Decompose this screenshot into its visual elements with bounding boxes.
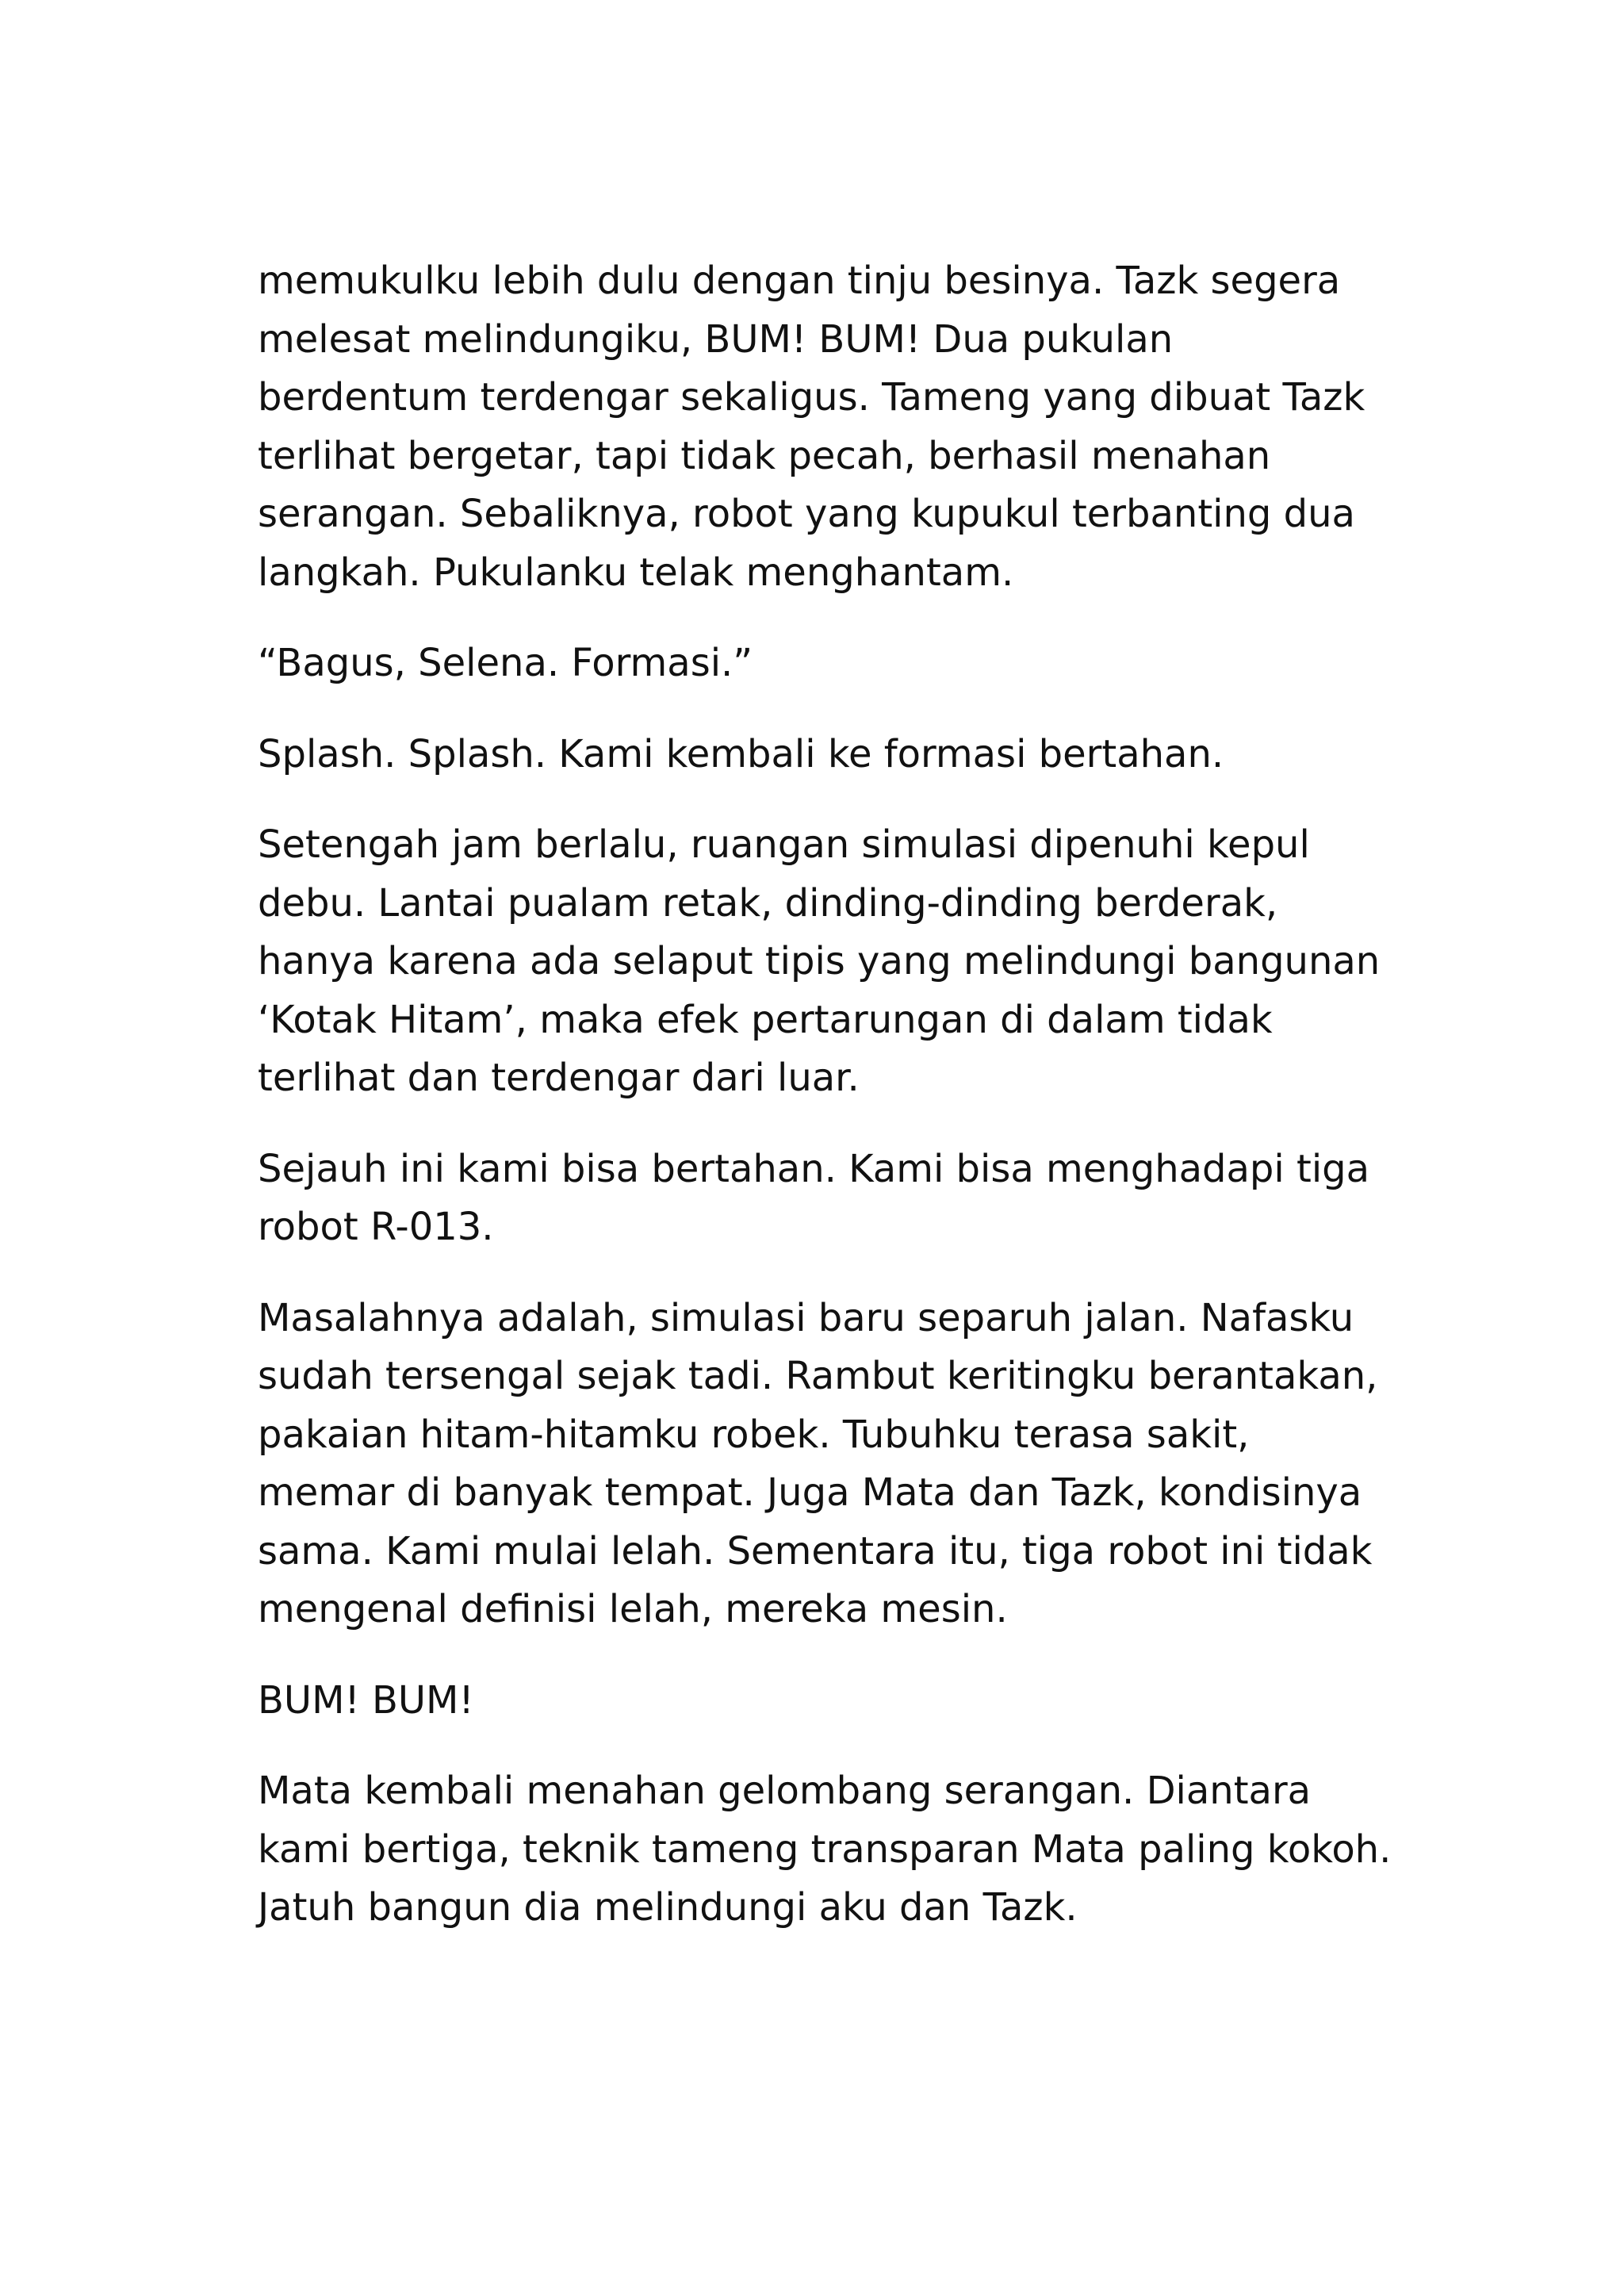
paragraph: Splash. Splash. Kami kembali ke formasi bertahan. <box>258 731 1224 776</box>
paragraph: BUM! BUM! <box>258 1677 474 1723</box>
paragraph: memukulku lebih dulu dengan tinju besinya. Tazk segera melesat melindungiku, BUM! BUM! Dua pukulan berdentum terdengar sekaligus. Tameng yang dibuat Tazk terlihat bergetar, tapi tidak pecah, berhasil menahan serangan. Sebaliknya, robot yang kupukul terbanting dua langkah. Pukulanku telak menghantam. <box>258 259 1365 595</box>
body-text <box>258 252 1400 1970</box>
paragraph: Sejauh ini kami bisa bertahan. Kami bisa menghadapi tiga robot R-013. <box>258 1146 1370 1249</box>
paragraph: “Bagus, Selena. Formasi.” <box>258 641 753 685</box>
paragraph: Setengah jam berlalu, ruangan simulasi dipenuhi kepul debu. Lantai pualam retak, dinding-dinding berderak, hanya karena ada selaput tipis yang melindungi bangunan ‘Kotak Hitam’, maka efek pertarungan di dalam tidak terlihat dan terdengar dari luar. <box>258 822 1381 1100</box>
paragraph: Masalahnya adalah, simulasi baru separuh jalan. Nafasku sudah tersengal sejak tadi. Rambut keritingku berantakan, pakaian hitam-hitamku robek. Tubuhku terasa sakit, memar di banyak tempat. Juga Mata dan Tazk, kondisinya sama. Kami mulai lelah. Sementara itu, tiga robot ini tidak mengenal definisi lelah, mereka mesin. <box>258 1295 1378 1631</box>
paragraph: Mata kembali menahan gelombang serangan. Diantara kami bertiga, teknik tameng transparan Mata paling kokoh. Jatuh bangun dia melindungi aku dan Tazk. <box>258 1769 1392 1930</box>
